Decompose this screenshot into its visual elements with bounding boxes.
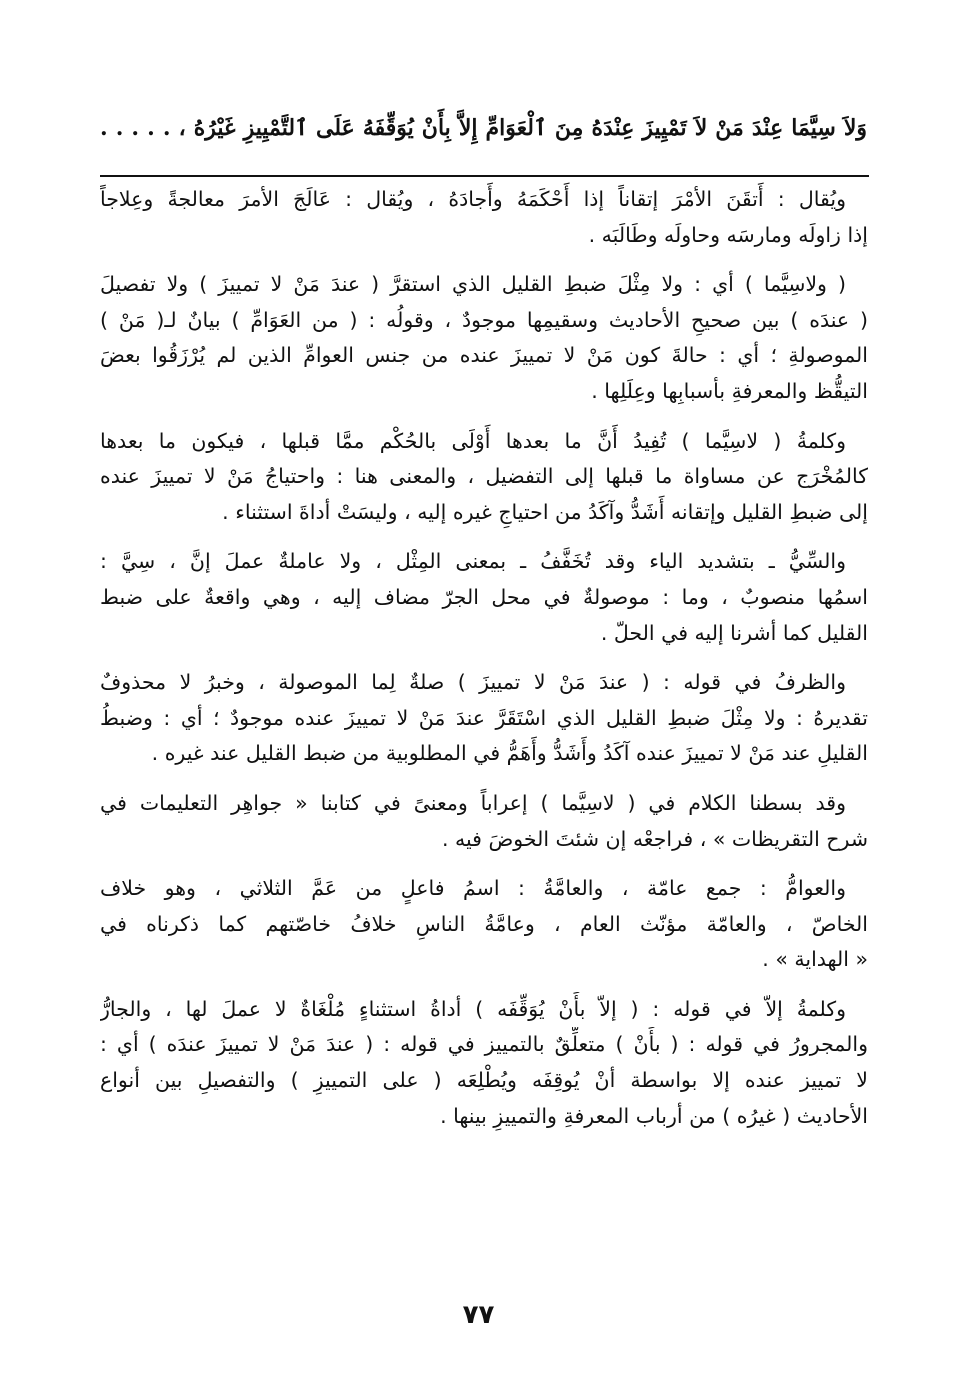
text-line: تقديرهُ : ولا مِثْلَ ضبطِ القليل الذي اسْتَقَرَّ عندَ مَنْ لا تمييزَ عنده موجودٌ ؛ أي : وضبطُ	[100, 705, 868, 730]
text-line: ( عندَه ) بين صحيحِ الأحاديث وسقيمِها موجودٌ ، وقولُه : ( من العَوَامِّ ) بيانٌ لـ( مَنْ )	[100, 307, 868, 332]
commentary-paragraph	[100, 665, 868, 772]
text-line: الموصولةِ ؛ أي : حالةَ كون مَنْ لا تمييزَ عنده من جنس العوامِّ الذين لم يُرْزَقُوا بعضَ	[100, 343, 868, 368]
text-line: والمجرورُ في قوله : ( بأَنْ ) متعلِّقٌ بالتمييز في قوله : ( عندَ مَنْ لا تمييزَ عندَه ) أي :	[100, 1032, 868, 1057]
commentary-paragraph	[100, 424, 868, 531]
commentary-paragraph	[100, 992, 868, 1134]
text-line: الأحاديث ( غيرُه ) من أرباب المعرفةِ والتمييزِ بينها .	[440, 1103, 868, 1128]
text-line: القليل كما أشرنا إليه في الحلّ .	[600, 620, 868, 645]
text-line: إذا زاولَه ومارسَه وحاولَه وطَالَبَه .	[588, 222, 868, 247]
text-line: ( ولاسِيَّما ) أي : ولا مِثْلَ ضبطِ القليل الذي استقرَّ ( عندَ مَنْ لا تمييزَ ) ولا تفصيلَ	[100, 272, 846, 297]
text-line: التيقُّظ والمعرفةِ بأسبابِها وعِلَلِها .	[591, 378, 868, 403]
text-line: والعوامُّ : جمع عامّة ، والعامَّةُ : اسمُ فاعلٍ من عَمَّ الثلاثي ، وهو خلاف	[100, 876, 846, 901]
matn-text: وَلاَ سِيَّمَا عِنْدَ مَنْ لاَ تَمْيِيزَ عِنْدَهُ مِنَ ٱلْعَوَامِّ إِلاَّ بِأَنْ يُوَقِّفَهُ عَلَى ٱلتَّمْيِيزِ غَيْرُهُ ، . . . . .	[100, 115, 867, 141]
commentary-paragraph	[100, 871, 868, 978]
text-line: الخاصّ ، والعامّة مؤنّث العام ، وعامَّةُ الناسِ خلافُ خاصّتهم كما ذكرناه في	[100, 911, 868, 936]
text-line: وقد بسطنا الكلام في ( لاسِيَّما ) إعراباً ومعنىً في كتابنا « جواهِر التعليمات في	[100, 790, 846, 815]
text-line: كالمُخْرَج عن مساواة ما قبلها إلى التفضيل ، والمعنى هنا : واحتياجُ مَنْ لا تمييزَ عنده	[100, 464, 868, 489]
text-line: والظرفُ في قوله : ( عندَ مَنْ لا تمييزَ ) صلةٌ لِما الموصولة ، وخبرُ لا محذوفٌ	[100, 670, 846, 695]
commentary-paragraph	[100, 786, 868, 857]
text-line: لا تمييز عنده إلا بواسطة أنْ يُوقِفَه ويُطْلِعَه ( على التمييزِ ) والتفصيلِ بين أنواع	[100, 1068, 868, 1093]
text-line: « الهداية » .	[762, 947, 868, 972]
text-line: إلى ضبطِ القليل وإتقانه أَشَدُّ وآكَدُ من احتياجِ غيره إليه ، وليسَتْ أداةَ استثناء .	[222, 499, 868, 524]
text-line: القليلِ عند مَنْ لا تمييزَ عنده آكَدُ وأَشَدُّ وأَهَمُّ في المطلوبية من ضبط القليل عند غيره .	[151, 741, 868, 766]
text-line: اسمُها منصوبٌ ، وما : موصولةٌ في محل الجرّ مضاف إليه ، وهي واقعةٌ على ضبط	[100, 584, 868, 609]
text-line: ويُقال : أَتقَنَ الأمْرَ إتقاناً إذا أَحْكَمَهُ وأَجادَهُ ، ويُقال : عَالَجَ الأمرَ معالجةً وعِلاجاً	[100, 187, 846, 211]
commentary-paragraph	[100, 267, 868, 409]
text-line: وكلمةُ ( لاسِيَّما ) تُفِيدُ أَنَّ ما بعدها أَوْلَى بالحُكْم ممَّا قبلها ، فيكون ما بعدها	[100, 428, 846, 453]
text-line: والسِّيُّ ـ بتشديد الياء وقد تُخَفَّفُ ـ بمعنى المِثْل ، ولا عاملةٌ عملَ إنَّ ، سِيَّ :	[100, 549, 846, 574]
text-line: وكلمةُ إلاّ في قوله : ( إلاّ بأَنْ يُوَقِّفَه ) أداةُ استثناءٍ مُلْغَاةٌ لا عملَ لها ، والجارُّ	[100, 996, 846, 1021]
page-number: ٧٧	[462, 1300, 495, 1330]
separator-rule	[100, 175, 869, 177]
text-line: شرح التقريظات » ، فراجعْه إن شئتَ الخوضَ فيه .	[441, 826, 868, 851]
commentary-text	[100, 182, 868, 1148]
commentary-paragraph	[100, 182, 868, 253]
commentary-paragraph	[100, 544, 868, 651]
